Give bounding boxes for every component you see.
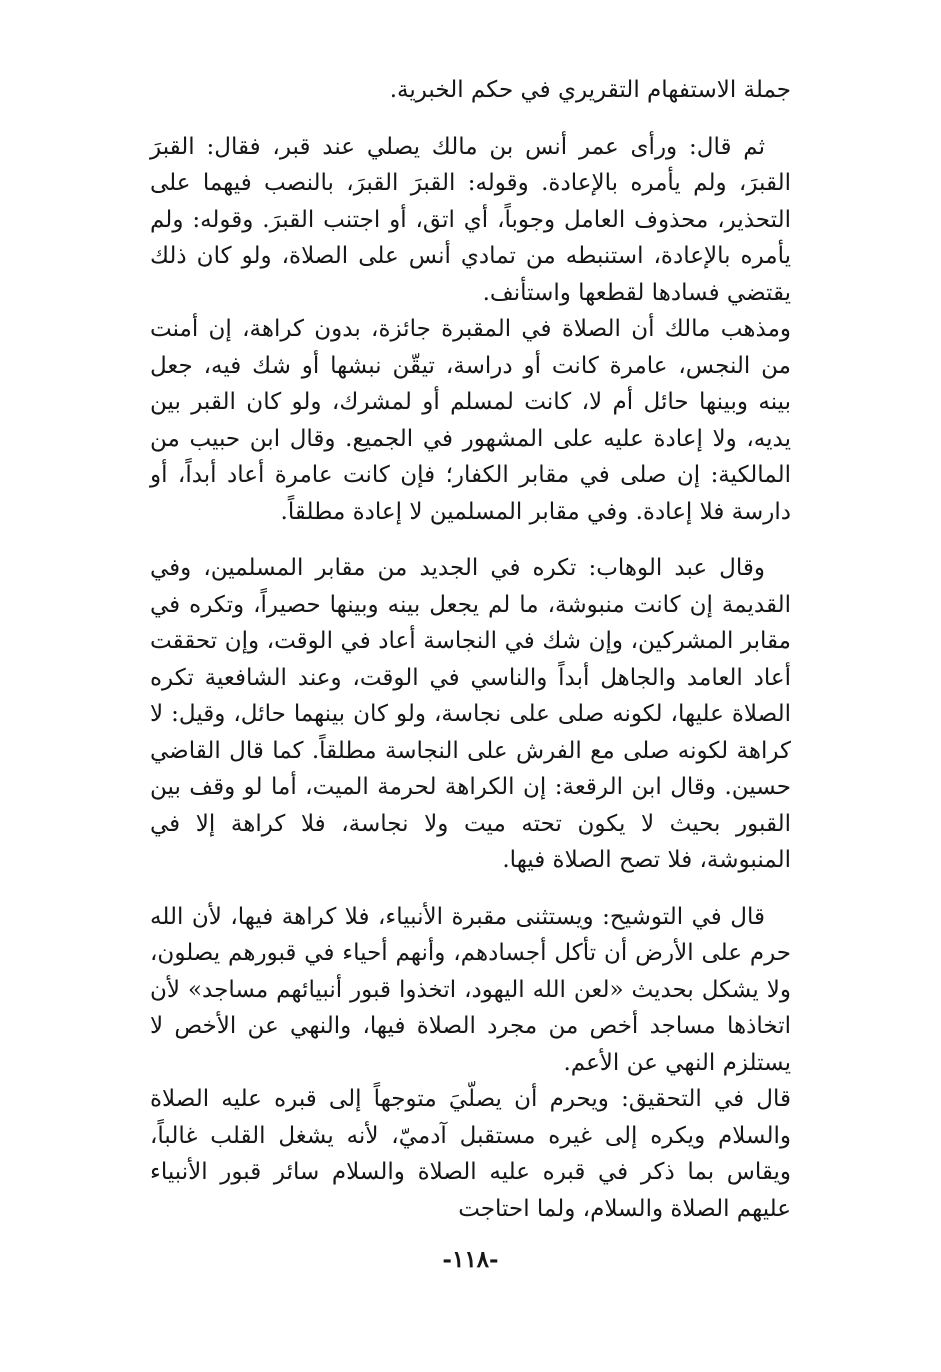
body-text	[150, 72, 791, 1227]
paragraph-1: جملة الاستفهام التقريري في حكم الخبرية.	[389, 77, 791, 103]
paragraph-6: قال في التحقيق: ويحرم أن يصلّيَ متوجهاً إلى قبره عليه الصلاة والسلام ويكره إلى غيره مستقبل آدميّ، لأنه يشغل القلب غالباً، ويقاس بما ذكر في قبره عليه الصلاة والسلام سائر قبور الأنبياء عليهم الصلاة والسلام، ولما احتاجت	[150, 1086, 791, 1222]
paragraph-2: ثم قال: ورأى عمر أنس بن مالك يصلي عند قبر، فقال: القبرَ القبرَ، ولم يأمره بالإعادة. وقوله: القبرَ القبرَ، بالنصب فيهما على التحذير، محذوف العامل وجوباً، أي اتق، أو اجتنب القبرَ. وقوله: ولم يأمره بالإعادة، استنبطه من تمادي أنس على الصلاة، ولو كان ذلك يقتضي فسادها لقطعها واستأنف.	[150, 133, 791, 306]
paragraph-4: وقال عبد الوهاب: تكره في الجديد من مقابر المسلمين، وفي القديمة إن كانت منبوشة، ما لم يجعل بينه وبينها حصيراً، وتكره في مقابر المشركين، وإن شك في النجاسة أعاد في الوقت، وإن تحققت أعاد العامد والجاهل أبداً والناسي في الوقت، وعند الشافعية تكره الصلاة عليها، لكونه صلى على نجاسة، ولو كان بينهما حائل، وقيل: لا كراهة لكونه صلى مع الفرش على النجاسة مطلقاً. كما قال القاضي حسين. وقال ابن الرقعة: إن الكراهة لحرمة الميت، أما لو وقف بين القبور بحيث لا يكون تحته ميت ولا نجاسة، فلا كراهة إلا في المنبوشة، فلا تصح الصلاة فيها.	[150, 555, 791, 873]
paragraph-5: قال في التوشيح: ويستثنى مقبرة الأنبياء، فلا كراهة فيها، لأن الله حرم على الأرض أن تأكل أجسادهم، وأنهم أحياء في قبورهم يصلون، ولا يشكل بحديث «لعن الله اليهود، اتخذوا قبور أنبيائهم مساجد» لأن اتخاذها مساجد أخص من مجرد الصلاة فيها، والنهي عن الأخص لا يستلزم النهي عن الأعم.	[150, 903, 791, 1076]
page-number: -١١٨-	[442, 1246, 499, 1273]
paragraph-3: ومذهب مالك أن الصلاة في المقبرة جائزة، بدون كراهة، إن أمنت من النجس، عامرة كانت أو دراسة، تيقّن نبشها أو شك فيه، جعل بينه وبينها حائل أم لا، كانت لمسلم أو لمشرك، ولو كان القبر بين يديه، ولا إعادة عليه على المشهور في الجميع. وقال ابن حبيب من المالكية: إن صلى في مقابر الكفار؛ فإن كانت عامرة أعاد أبداً، أو دارسة فلا إعادة. وفي مقابر المسلمين لا إعادة مطلقاً.	[150, 316, 791, 525]
